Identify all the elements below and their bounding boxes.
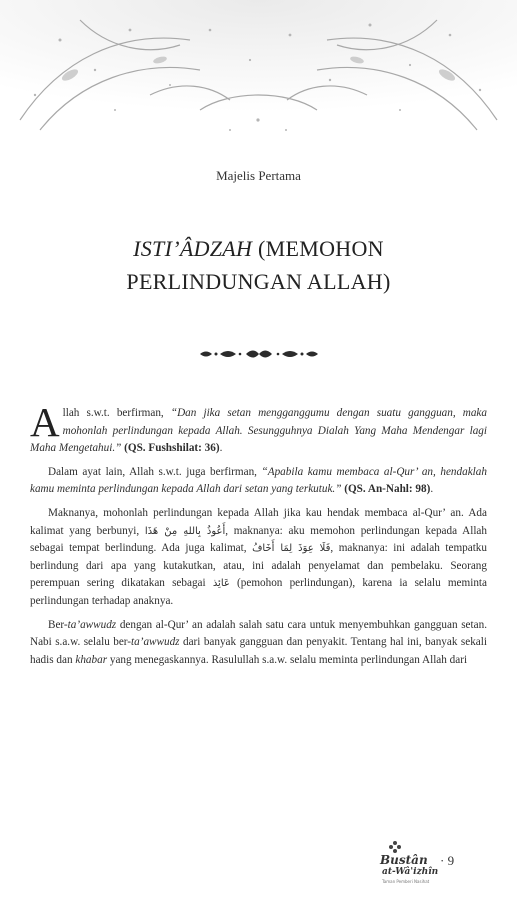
paragraph-4-text-d: yang menegaskannya. Rasulullah s.a.w. selalu meminta perlindungan Allah dari — [107, 653, 468, 666]
drop-cap: A — [30, 399, 60, 445]
paragraph-3-text-c: , maknanya: ini adalah tempatku berlindung dari apa yang kutakutkan, atau, ini adalah penyelamat dan pembelaku. Seorang perempuan sering dikatakan sebagai — [30, 542, 487, 590]
paragraph-4-text-b: dengan al-Qur’ an adalah salah satu cara untuk menyembuhkan gangguan setan. Nabi s.a.w. selalu ber- — [30, 618, 487, 649]
logo-subtitle: at-Wâ'izhîn — [382, 867, 439, 877]
page-number-value: 9 — [447, 853, 455, 868]
paragraph-3-text-a: Maknanya, mohonlah perlindungan kepada Allah jika kau hendak membaca al-Qur’ an. Ada kalimat yang berbunyi, — [30, 506, 487, 537]
paragraph-4-text-a: Ber- — [48, 618, 68, 631]
paragraph-2 — [30, 464, 487, 499]
title-line-1-rest: (MEMOHON — [252, 236, 384, 261]
paragraph-4-text-c: dari banyak gangguan dan penyakit. Tentang hal ini, banyak sekali hadis dan — [30, 636, 487, 666]
arabic-phrase-1: أَعُوذُ بِاللهِ مِنْ هَذَا — [144, 525, 226, 537]
ornamental-divider — [198, 347, 320, 361]
chapter-title — [0, 232, 517, 298]
term-khabar: khabar — [75, 653, 108, 666]
term-taawwudz: ta’awwudz — [67, 618, 117, 631]
quran-reference-2: (QS. An-Nahl: 98) — [341, 483, 431, 496]
title-line-2: PERLINDUNGAN ALLAH) — [126, 269, 391, 294]
paragraph-3-text-b: , maknanya: aku memohon perlindungan kepada Allah sebagai tempat berlindung. Ada juga kalimat, — [30, 524, 487, 555]
top-floral-ornament — [0, 0, 517, 160]
title-line-1 — [0, 232, 517, 265]
arabic-phrase-2: فَلَا عِوَذَ لِمَا أَخَافُ — [252, 543, 331, 555]
flower-icon — [388, 840, 402, 854]
period: . — [219, 442, 223, 455]
arabic-word: عَائِذ — [212, 578, 230, 590]
chapter-label: Majelis Pertama — [216, 168, 301, 183]
paragraph-1-text: llah s.w.t. berfirman, — [62, 407, 171, 419]
quran-quote-2: “Apabila kamu membaca al-Qur’ an, hendaklah kamu meminta perlindungan kepada Allah dari setan yang terkutuk.” — [30, 465, 487, 496]
term-taawwudz: ta’awwudz — [131, 636, 180, 649]
paragraph-1 — [30, 399, 487, 458]
paragraph-4 — [30, 617, 487, 670]
logo-title: Bustân — [380, 853, 428, 867]
body-text — [30, 399, 487, 675]
period: . — [430, 483, 434, 496]
page-number: · 9 — [440, 853, 455, 868]
title-italic-term: ISTI’ÂDZAH — [133, 236, 253, 261]
quran-quote-1: “Dan jika setan mengganggumu dengan suatu gangguan, maka mohonlah perlindungan kepada Allah. Sesungguhnya Dialah Yang Maha Mendengar lagi Maha Mengetahui.” — [30, 407, 487, 455]
paragraph-3-text-d: (pemohon perlindungan), karena ia selalu meminta perlindungan terhadap anaknya. — [30, 577, 487, 607]
paragraph-3 — [30, 505, 487, 611]
logo-tagline: Taman Pemberi Nasihat — [382, 879, 430, 884]
paragraph-2-text: Dalam ayat lain, Allah s.w.t. juga berfirman, — [48, 465, 262, 478]
quran-reference-1: (QS. Fushshilat: 36) — [121, 442, 220, 455]
